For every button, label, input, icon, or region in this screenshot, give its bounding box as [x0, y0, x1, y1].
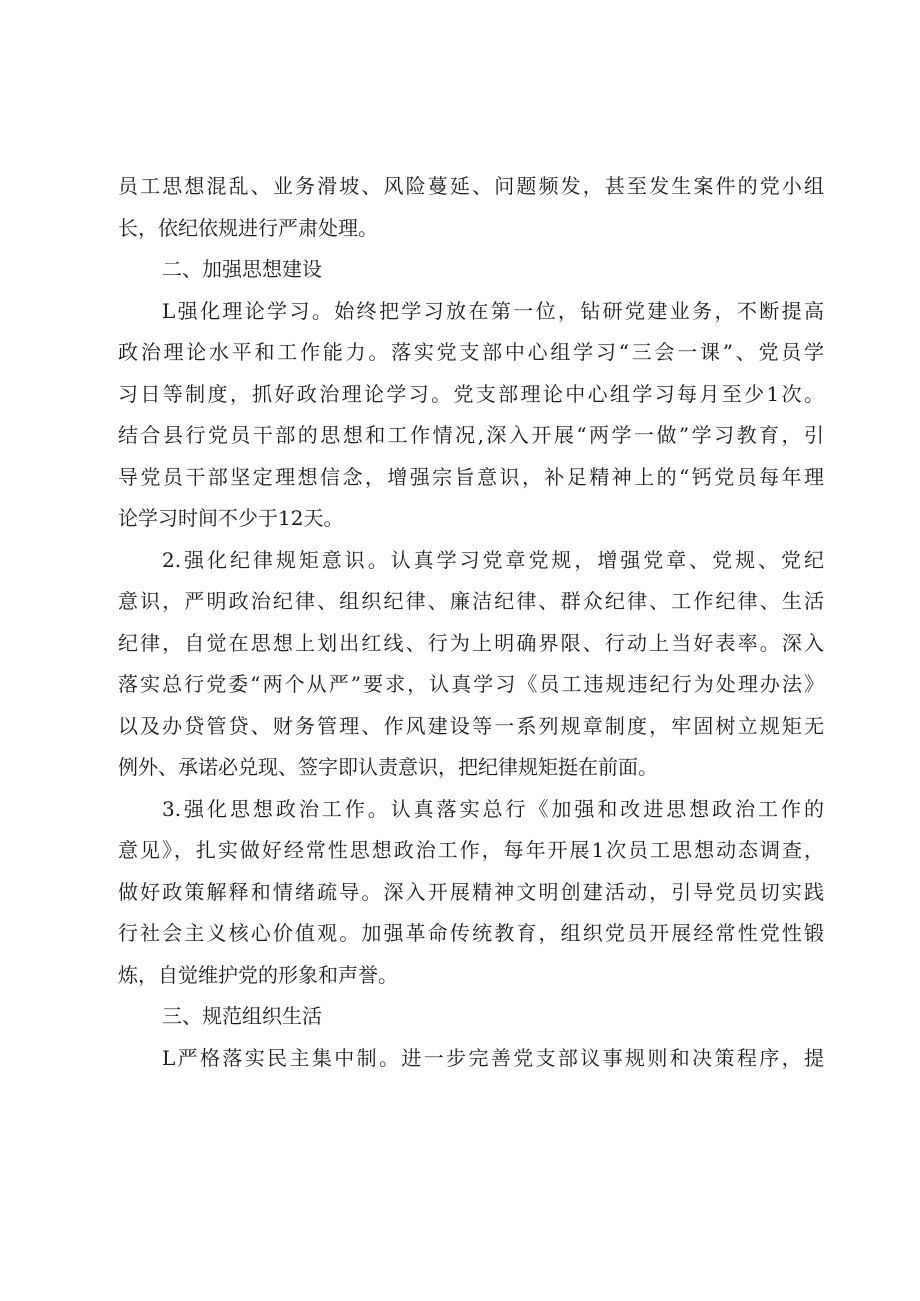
body-line-12: 纪律，自觉在思想上划出红线、行为上明确界限、行动上当好表率。深入: [118, 630, 824, 655]
section-heading-3: 三、规范组织生活: [162, 1004, 322, 1028]
body-line-1: 员工思想混乱、业务滑坡、风险蔓延、问题频发，甚至发生案件的党小组: [118, 174, 824, 198]
body-line-19: 行社会主义核心价值观。加强革命传统教育，组织党员开展经常性党性锻: [118, 921, 824, 945]
paragraph-start-political-work: 3.强化思想政治工作。认真落实总行《加强和改进思想政治工作的: [162, 796, 824, 821]
section-heading-2: 二、加强思想建设: [162, 257, 322, 281]
body-line-17: 意见》，扎实做好经常性思想政治工作，每年开展1次员工思想动态调查，: [118, 838, 824, 862]
document-body: [118, 166, 824, 1079]
body-line-9: 论学习时间不少于12天。: [118, 506, 344, 530]
body-line-11: 意识，严明政治纪律、组织纪律、廉洁纪律、群众纪律、工作纪律、生活: [118, 589, 824, 613]
body-line-15: 例外、承诺必兑现、签字即认责意识，把纪律规矩挺在前面。: [118, 755, 658, 779]
body-line-5: 政治理论水平和工作能力。落实党支部中心组学习“三会一课”、党员学: [118, 340, 824, 364]
paragraph-start-democratic-centralism: L严格落实民主集中制。进一步完善党支部议事规则和决策程序，提: [162, 1045, 824, 1070]
body-line-2: 长，依纪依规进行严肃处理。: [118, 215, 378, 240]
body-line-7: 结合县行党员干部的思想和工作情况,深入开展“两学一做”学习教育，引: [118, 423, 824, 447]
body-line-8: 导党员干部坚定理想信念，增强宗旨意识，补足精神上的“钙党员每年理: [118, 464, 824, 489]
paragraph-start-theory-study: L强化理论学习。始终把学习放在第一位，钻研党建业务，不断提高: [162, 298, 824, 323]
body-line-14: 以及办贷管贷、财务管理、作风建设等一系列规章制度，牢固树立规矩无: [118, 713, 824, 738]
body-line-18: 做好政策解释和情绪疏导。深入开展精神文明创建活动，引导党员切实践: [118, 879, 824, 904]
paragraph-start-discipline: 2.强化纪律规矩意识。认真学习党章党规，增强党章、党规、党纪: [162, 547, 824, 572]
body-line-13: 落实总行党委“两个从严”要求，认真学习《员工违规违纪行为处理办法》: [118, 672, 824, 696]
body-line-6: 习日等制度，抓好政治理论学习。党支部理论中心组学习每月至少1次。: [118, 381, 824, 406]
body-line-20: 炼，自觉维护党的形象和声誉。: [118, 962, 398, 987]
